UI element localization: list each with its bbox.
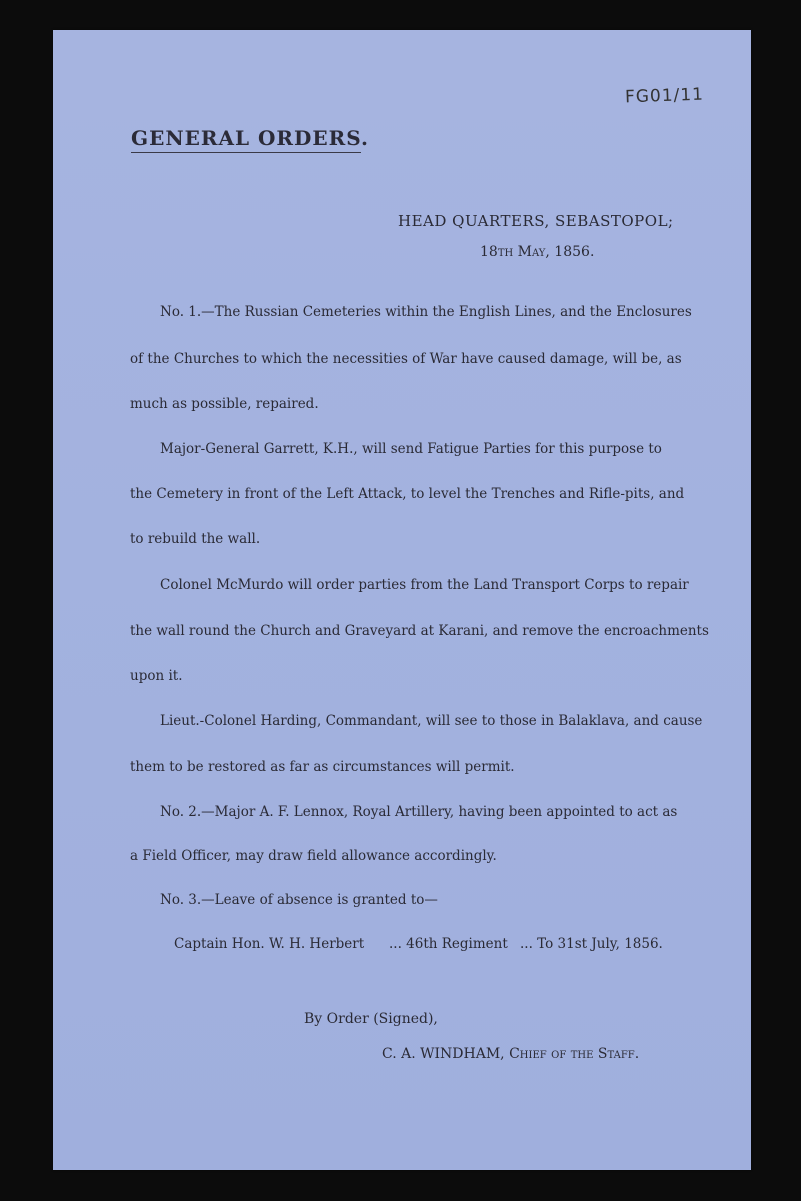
headquarters-line: HEAD QUARTERS, SEBASTOPOL; [398, 212, 674, 230]
body-line: Colonel McMurdo will order parties from the Land Transport Corps to repair [160, 577, 689, 593]
body-line: No. 3.—Leave of absence is granted to— [160, 892, 438, 908]
page-title: GENERAL ORDERS. [131, 126, 369, 150]
body-line: the wall round the Church and Graveyard at Karani, and remove the encroachments [130, 623, 709, 639]
date-line: 18th May, 1856. [480, 244, 595, 260]
body-line: to rebuild the wall. [130, 531, 261, 547]
leave-until: ... To 31st July, 1856. [520, 936, 663, 952]
body-line: Major-General Garrett, K.H., will send Fatigue Parties for this purpose to [160, 441, 662, 457]
body-line: upon it. [130, 668, 183, 684]
archive-reference: FG01/11 [624, 84, 705, 108]
body-line: much as possible, repaired. [130, 396, 319, 412]
body-line: of the Churches to which the necessities of War have caused damage, will be, as [130, 351, 682, 367]
by-order-line: By Order (Signed), [304, 1011, 438, 1027]
signatory-title: Chief of the Staff. [509, 1046, 640, 1062]
signature-line [382, 1046, 639, 1062]
body-line: the Cemetery in front of the Left Attack, to level the Trenches and Rifle-pits, and [130, 486, 685, 502]
title-underline [131, 152, 361, 153]
body-line: No. 2.—Major A. F. Lennox, Royal Artillery, having been appointed to act as [160, 804, 678, 820]
signatory-name: C. A. WINDHAM, [382, 1046, 505, 1062]
body-line: a Field Officer, may draw field allowance accordingly. [130, 848, 497, 864]
leave-name: Captain Hon. W. H. Herbert [174, 936, 365, 952]
body-line: them to be restored as far as circumstances will permit. [130, 759, 515, 775]
document-sheet [53, 30, 751, 1170]
body-line: No. 1.—The Russian Cemeteries within the English Lines, and the Enclosures [160, 304, 692, 320]
body-line: Lieut.-Colonel Harding, Commandant, will see to those in Balaklava, and cause [160, 713, 703, 729]
leave-regiment: ... 46th Regiment [389, 936, 508, 952]
